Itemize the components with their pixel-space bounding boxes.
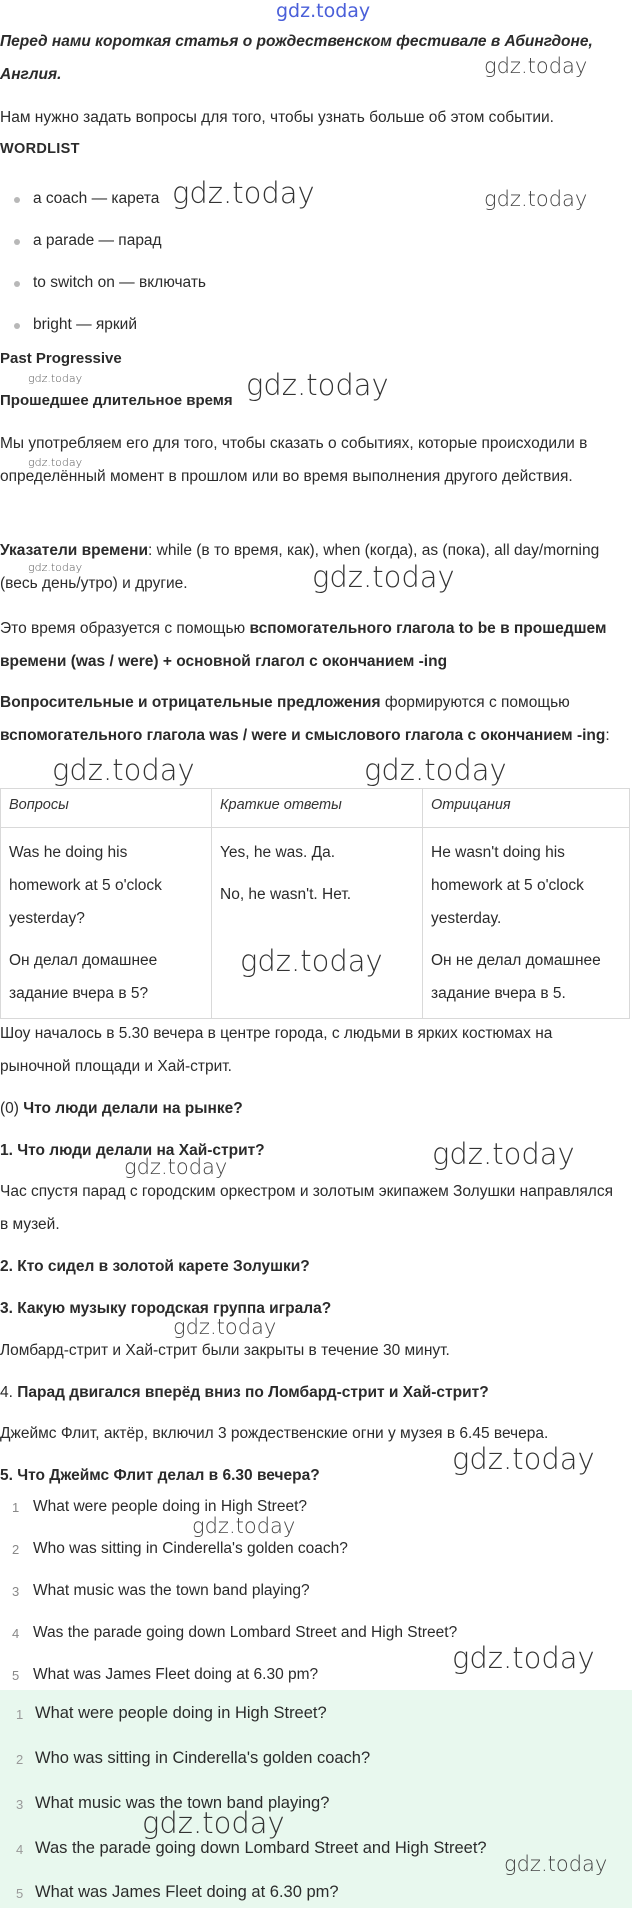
story-paragraph: Час спустя парад с городским оркестром и золотым экипажем Золушки направлялся в музей.	[0, 1183, 613, 1233]
question-number: 4	[12, 1626, 20, 1641]
answer-number: 2	[16, 1752, 24, 1767]
question-number: 5	[12, 1668, 20, 1683]
table-cell-text: Was he doing his homework at 5 o'clock yesterday?	[9, 844, 162, 927]
story-question-1: 1. Что люди делали на Хай-стрит?	[0, 1142, 265, 1159]
watermark: gdz.today	[28, 456, 83, 469]
table-cell-text: No, he wasn't. Нет.	[220, 886, 352, 903]
question-prefix: (0)	[0, 1100, 24, 1117]
table-row	[1, 828, 630, 1019]
table-cell-text: He wasn't doing his homework at 5 o'clock yesterday.	[431, 844, 584, 927]
question-text: Парад двигался вперёд вниз по Ломбард-стрит и Хай-стрит?	[17, 1384, 489, 1401]
watermark: gdz.today	[52, 753, 195, 787]
question-item: Who was sitting in Cinderella's golden coach?	[33, 1540, 348, 1557]
watermark: gdz.today	[142, 1806, 285, 1840]
wordlist-title: WORDLIST	[0, 141, 80, 157]
grammar-description: Мы употребляем его для того, чтобы сказать о событиях, которые происходили в определённый момент в прошлом или во время выполнения другого действия.	[0, 435, 588, 485]
list-item: bright — яркий	[33, 316, 137, 333]
table-header: Отрицания	[423, 789, 630, 828]
question-rule-bold: Вопросительные и отрицательные предложения	[0, 694, 381, 711]
story-question-4	[0, 1376, 625, 1409]
watermark: gdz.today	[124, 1155, 228, 1179]
table-cell	[423, 828, 630, 1019]
answer-number: 4	[16, 1842, 24, 1857]
question-number: 3	[12, 1584, 20, 1599]
grammar-title-en: Past Progressive	[0, 350, 122, 367]
watermark: gdz.today	[28, 372, 83, 385]
bullet-dot	[14, 281, 20, 287]
question-number: 1	[12, 1500, 20, 1515]
question-item: What music was the town band playing?	[33, 1582, 310, 1599]
table-header: Краткие ответы	[212, 789, 423, 828]
formation-plain: Это время образуется с помощью	[0, 620, 250, 637]
answer-item: What were people doing in High Street?	[35, 1704, 327, 1722]
formation-rule	[0, 612, 625, 678]
site-logo[interactable]: gdz.today	[276, 0, 371, 22]
list-item: a coach — карета	[33, 190, 160, 207]
story-question-5: 5. Что Джеймс Флит делал в 6.30 вечера?	[0, 1467, 320, 1484]
question-item: Was the parade going down Lombard Street and High Street?	[33, 1624, 458, 1641]
watermark: gdz.today	[28, 561, 83, 574]
answer-number: 5	[16, 1886, 24, 1901]
question-item: What were people doing in High Street?	[33, 1498, 307, 1515]
story-question-2: 2. Кто сидел в золотой карете Золушки?	[0, 1258, 310, 1275]
watermark: gdz.today	[452, 1442, 595, 1476]
watermark: gdz.today	[246, 368, 389, 402]
watermark: gdz.today	[484, 54, 588, 78]
list-item: a parade — парад	[33, 232, 162, 249]
time-markers-text: : while (в то время, как), when (когда), as (пока), all day/morning (весь день/утро) и другие.	[0, 542, 600, 592]
intro-text: Перед нами короткая статья о рождественском фестивале в Абингдоне, Англия.	[0, 33, 593, 83]
question-number: 2	[12, 1542, 20, 1557]
list-item: to switch on — включать	[33, 274, 207, 291]
answer-item: Was the parade going down Lombard Street and High Street?	[35, 1839, 487, 1857]
table-cell	[1, 828, 212, 1019]
watermark: gdz.today	[312, 560, 455, 594]
story-paragraph: Джеймс Флит, актёр, включил 3 рождественские огни у музея в 6.45 вечера.	[0, 1425, 549, 1442]
formation-bold: вспомогательного глагола to be в прошедшем времени (was / were) + основной глагол с окончанием -ing	[0, 620, 607, 670]
bullet-dot	[14, 197, 20, 203]
time-markers-label: Указатели времени	[0, 542, 149, 559]
table-header: Вопросы	[1, 789, 212, 828]
watermark: gdz.today	[192, 1514, 296, 1538]
story-paragraph: Ломбард-стрит и Хай-стрит были закрыты в течение 30 минут.	[0, 1342, 450, 1359]
question-rule-bold-2: вспомогательного глагола was / were и смыслового глагола с окончанием -ing	[0, 727, 606, 744]
table-cell-text: Он не делал домашнее задание вчера в 5.	[431, 952, 601, 1002]
answer-number: 1	[16, 1707, 24, 1722]
answer-number: 3	[16, 1797, 24, 1812]
question-rule-plain: формируются с помощью	[380, 694, 570, 711]
question-prefix: 4.	[0, 1384, 18, 1401]
question-item: What was James Fleet doing at 6.30 pm?	[33, 1666, 319, 1683]
story-question-0	[0, 1092, 625, 1125]
question-rule	[0, 686, 625, 752]
table-cell	[212, 828, 423, 1019]
bullet-dot	[14, 239, 20, 245]
question-text: Что люди делали на рынке?	[23, 1100, 243, 1117]
story-paragraph: Шоу началось в 5.30 вечера в центре города, с людьми в ярких костюмах на рыночной площади и Хай-стрит.	[0, 1025, 553, 1075]
answer-item: What music was the town band playing?	[35, 1794, 330, 1812]
watermark: gdz.today	[173, 1315, 277, 1339]
answer-item: What was James Fleet doing at 6.30 pm?	[35, 1883, 339, 1901]
watermark: gdz.today	[452, 1641, 595, 1675]
watermark: gdz.today	[364, 753, 507, 787]
story-question-3: 3. Какую музыку городская группа играла?	[0, 1300, 332, 1317]
watermark: gdz.today	[172, 176, 315, 210]
watermark: gdz.today	[484, 187, 588, 211]
table-cell-text: Он делал домашнее задание вчера в 5?	[9, 952, 158, 1002]
bullet-dot	[14, 323, 20, 329]
question-rule-end: :	[605, 727, 610, 744]
grammar-title-ru: Прошедшее длительное время	[0, 392, 233, 409]
watermark: gdz.today	[504, 1852, 608, 1876]
watermark: gdz.today	[432, 1137, 575, 1171]
table-cell-text: Yes, he was. Да.	[220, 844, 336, 861]
answer-item: Who was sitting in Cinderella's golden coach?	[35, 1749, 371, 1767]
table-header-row	[1, 789, 630, 828]
intro-text-2: Нам нужно задать вопросы для того, чтобы узнать больше об этом событии.	[0, 109, 554, 126]
grammar-table	[0, 788, 630, 1019]
watermark: gdz.today	[240, 944, 383, 978]
